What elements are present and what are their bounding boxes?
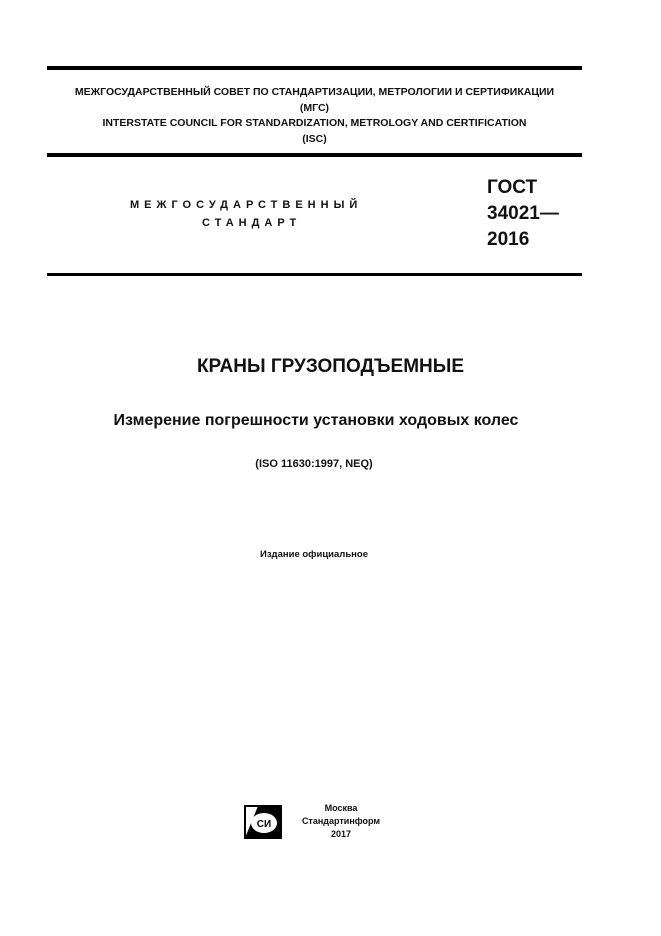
council-abbr-ru: (МГС) (299, 101, 330, 114)
standard-type (130, 196, 362, 232)
publisher-info (296, 802, 386, 841)
publisher-city: Москва (324, 803, 358, 813)
top-rule (47, 66, 582, 70)
gost-prefix: ГОСТ (487, 177, 538, 198)
council-bottom-rule (47, 153, 582, 157)
standard-type-line1: МЕЖГОСУДАРСТВЕННЫЙ (130, 199, 363, 211)
standard-type-line2: СТАНДАРТ (202, 217, 302, 229)
gost-year: 2016 (487, 229, 530, 250)
gost-number: 34021— (487, 203, 559, 224)
edition-note: Издание официальное (260, 549, 368, 560)
logo-text: СИ (256, 819, 272, 830)
designation-bottom-rule (47, 273, 582, 276)
publisher-name: Стандартинформ (301, 816, 381, 826)
council-header (47, 85, 582, 147)
gost-designation (487, 175, 559, 253)
iso-reference: (ISO 11630:1997, NEQ) (255, 458, 373, 470)
council-name-ru: МЕЖГОСУДАРСТВЕННЫЙ СОВЕТ ПО СТАНДАРТИЗАЦИИ, МЕТРОЛОГИИ И СЕРТИФИКАЦИИ (74, 86, 555, 98)
standartinform-logo-icon (244, 805, 282, 839)
document-subtitle: Измерение погрешности установки ходовых колес (113, 412, 519, 429)
council-name-en: INTERSTATE COUNCIL FOR STANDARDIZATION, METROLOGY AND CERTIFICATION (102, 117, 527, 129)
publisher-year: 2017 (330, 829, 352, 839)
council-abbr-en: (ISC) (302, 132, 327, 145)
document-title: КРАНЫ ГРУЗОПОДЪЕМНЫЕ (196, 356, 465, 377)
